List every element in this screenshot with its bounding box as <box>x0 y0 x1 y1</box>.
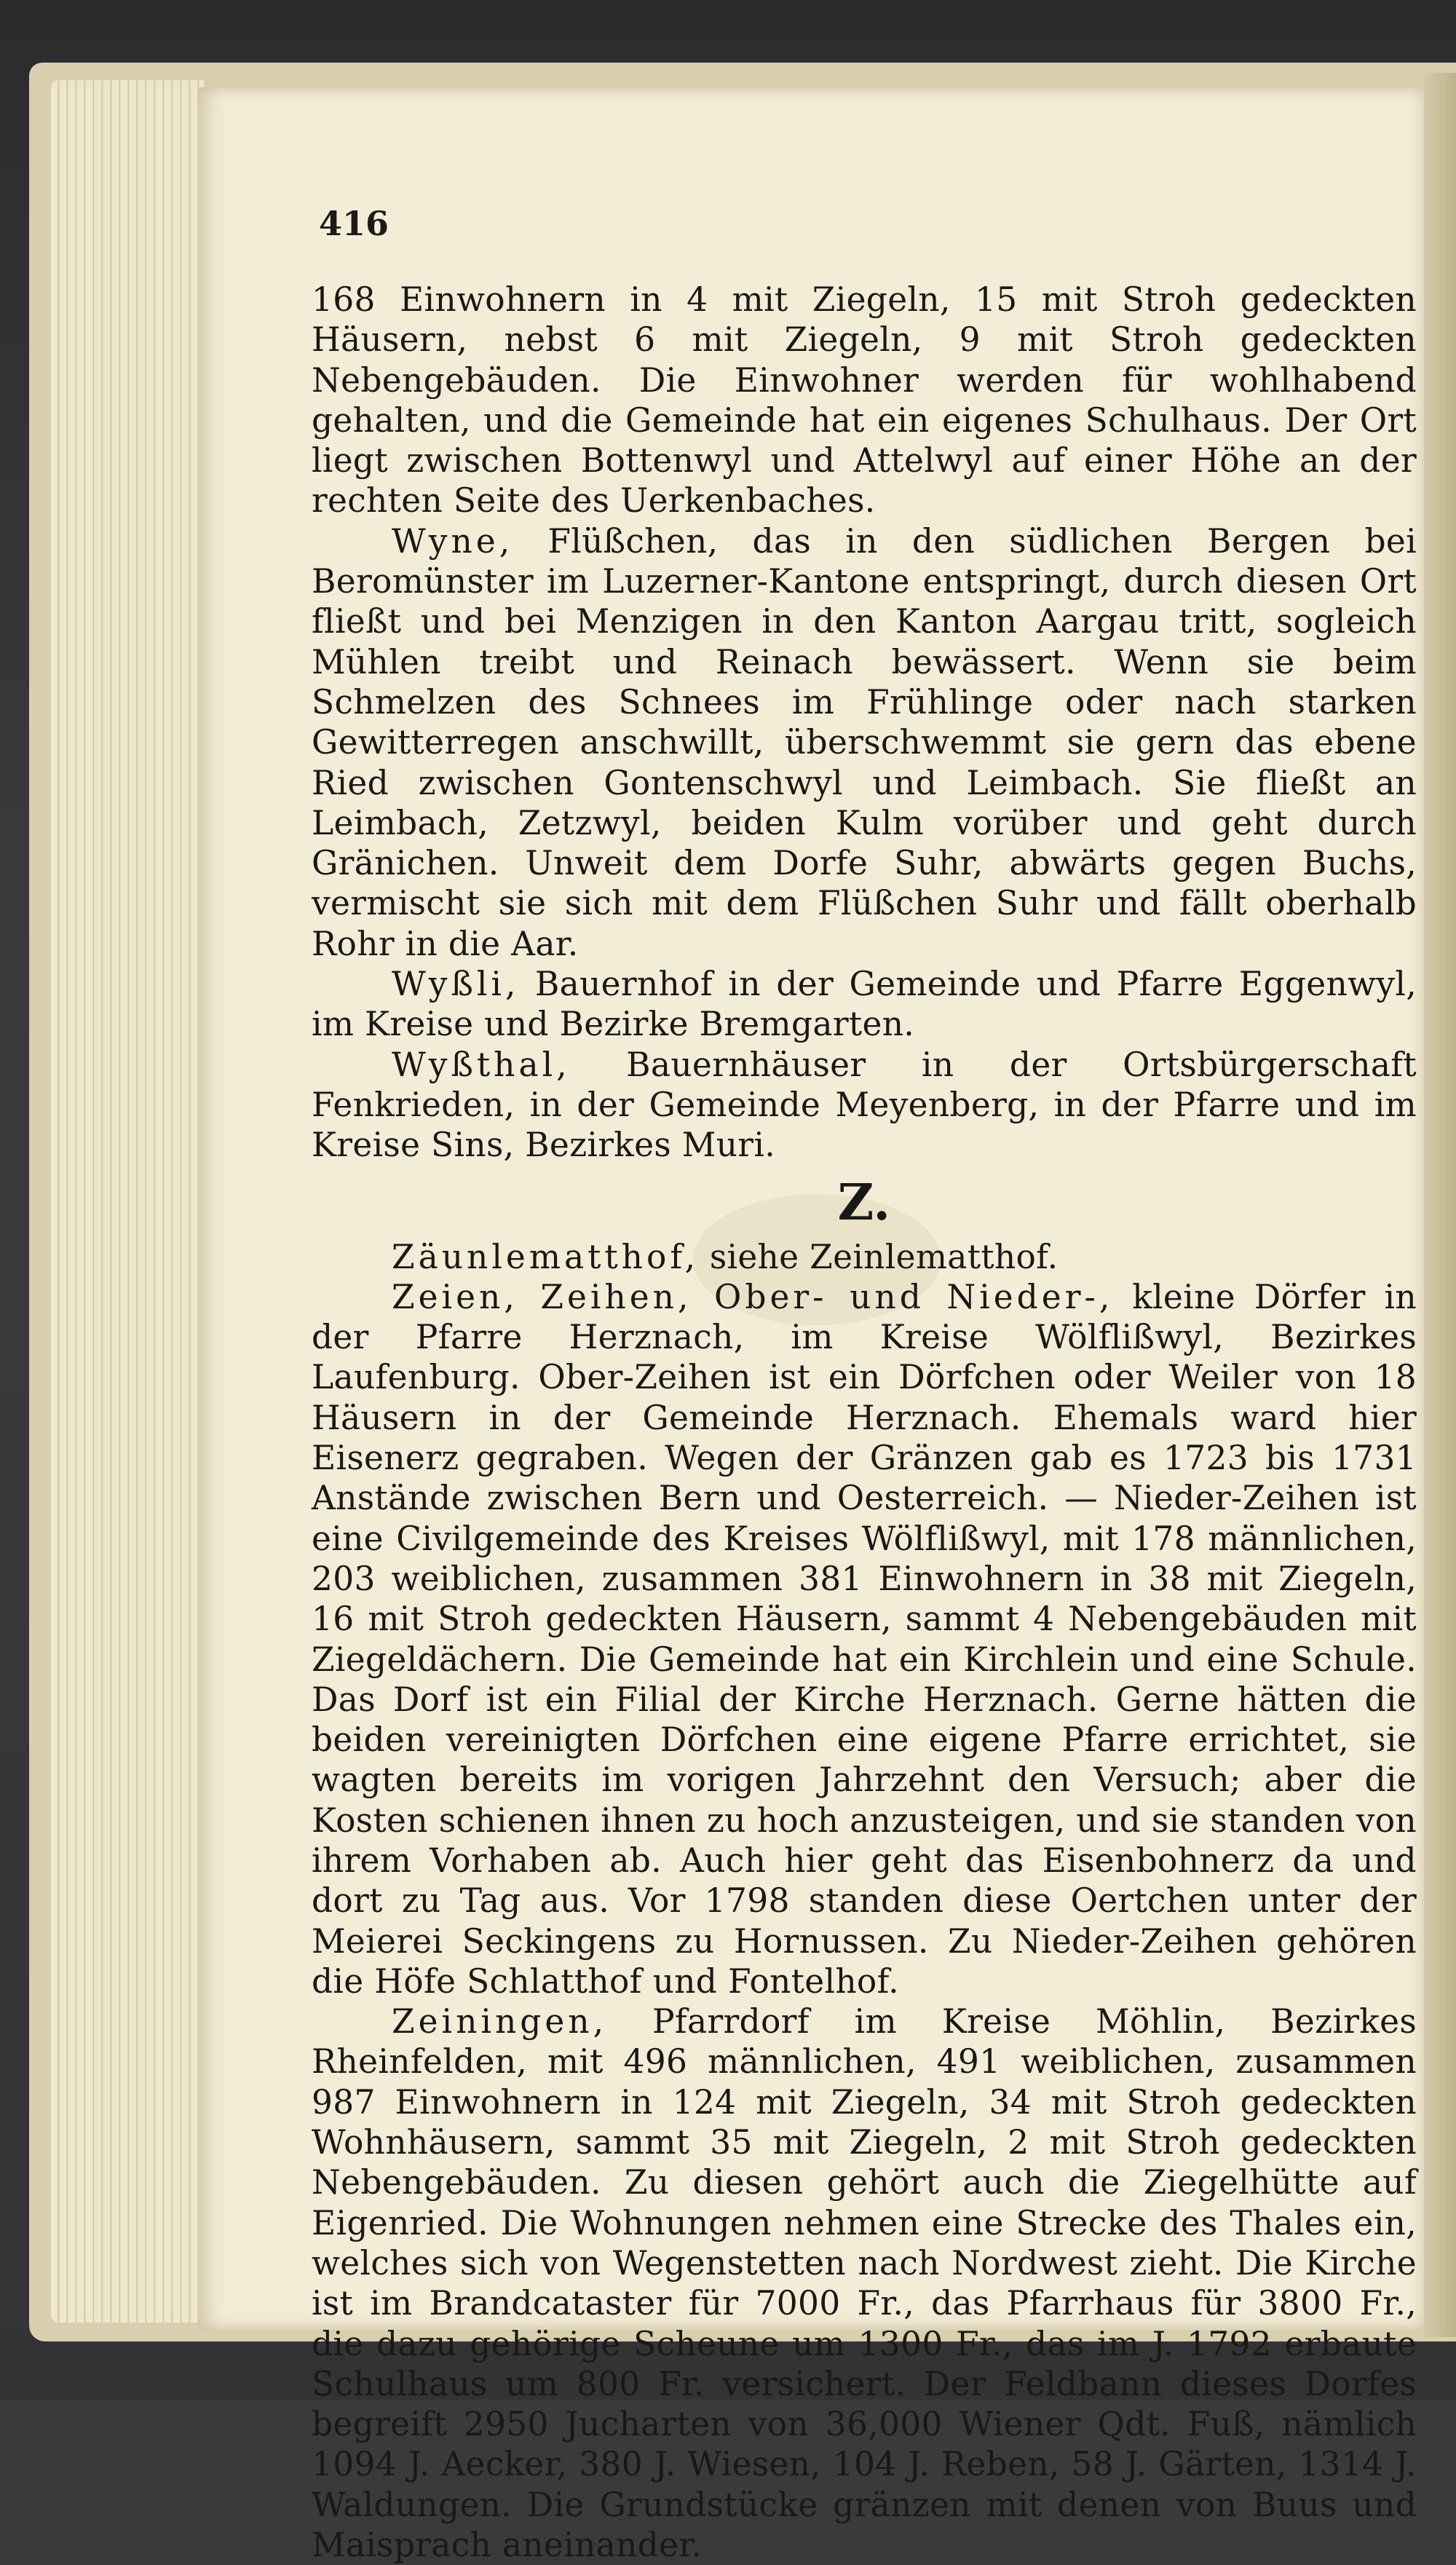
entry-text: Bauernhäuser in der Ortsbürgerschaft Fenkrieden, in der Gemeinde Meyenberg, in der Pfarre und im Kreise Sins, Bezirkes Muri. <box>312 1045 1417 1165</box>
entry-text: kleine Dörfer in der Pfarre Herznach, im Kreise Wölflißwyl, Bezirkes Laufenburg. Ober-Zeihen ist ein Dörfchen oder Weiler von 18 Häusern in der Gemeinde Herznach. Ehemals ward hier Eisenerz gegraben. Wegen der Gränzen gab es 1723 bis 1731 Anstände zwischen Bern und Oesterreich. — Nieder-Zeihen ist eine Civilgemeinde des Kreises Wölflißwyl, mit 178 männlichen, 203 weiblichen, zusammen 381 Einwohnern in 38 mit Ziegeln, 16 mit Stroh gedeckten Häusern, sammt 4 Nebengebäuden mit Ziegeldächern. Die Gemeinde hat ein Kirchlein und eine Schule. Das Dorf ist ein Filial der Kirche Herznach. Gerne hätten die beiden vereinigten Dörfchen eine eigene Pfarre errichtet, sie wagten bereits im vorigen Jahrzehnt den Versuch; aber die Kosten schienen ihnen zu hoch anzusteigen, und sie standen von ihrem Vorhaben ab. Auch hier geht das Eisenbohnerz da und dort zu Tag aus. Vor 1798 standen diese Oertchen unter der Meierei Seckingens zu Hornussen. Zu Nieder-Zeihen gehören die Höfe Schlatthof und Fontelhof. <box>312 1277 1417 2001</box>
page-number: 416 <box>319 204 389 243</box>
entry-lead: Zeien, Zeihen, Ober- und Nieder-, <box>392 1277 1114 1316</box>
page-stack-edges <box>51 80 204 2323</box>
entry-text: Flüßchen, das in den südlichen Bergen bei Beromünster im Luzerner-Kantone entspringt, durch diesen Ort fließt und bei Menzigen in den Kanton Aargau tritt, sogleich Mühlen treibt und Reinach bewässert. Wenn sie beim Schmelzen des Schnees im Frühlinge oder nach starken Gewitterregen anschwillt, überschwemmt sie gern das ebene Ried zwischen Gontenschwyl und Leimbach. Sie fließt an Leimbach, Zetzwyl, beiden Kulm vorüber und geht durch Gränichen. Unweit dem Dorfe Suhr, abwärts gegen Buchs, vermischt sie sich mit dem Flüßchen Suhr und fällt oberhalb Rohr in die Aar. <box>312 521 1417 963</box>
entry-zaeunlematthof <box>312 1237 1417 1277</box>
right-page-edge <box>1424 73 1456 2337</box>
page-text <box>312 280 1417 2565</box>
section-heading-z: Z. <box>837 1173 891 1232</box>
entry-zeiningen <box>312 2001 1417 2565</box>
entry-text: siehe Zeinlematthof. <box>709 1237 1059 1276</box>
entry-wyssthal <box>312 1045 1417 1166</box>
entry-text: Pfarrdorf im Kreise Möhlin, Bezirkes Rheinfelden, mit 496 männlichen, 491 weiblichen, zusammen 987 Einwohnern in 124 mit Ziegeln, 34 mit Stroh gedeckten Wohnhäusern, sammt 35 mit Ziegeln, 2 mit Stroh gedeckten Nebengebäuden. Zu diesen gehört auch die Ziegelhütte auf Eigenried. Die Wohnungen nehmen eine Strecke des Thales ein, welches sich von Wegenstetten nach Nordwest zieht. Die Kirche ist im Brandcataster für 7000 Fr., das Pfarrhaus für 3800 Fr., die dazu gehörige Scheune um 1300 Fr., das im J. 1792 erbaute Schulhaus um 800 Fr. versichert. Der Feldbann dieses Dorfes begreift 2950 Jucharten von 36,000 Wiener Qdt. Fuß, nämlich 1094 J. Aecker, 380 J. Wiesen, 104 J. Reben, 58 J. Gärten, 1314 J. Waldungen. Die Grundstücke gränzen mit denen von Buus und Maisprach aneinander. <box>312 2002 1417 2565</box>
entry-text: Bauernhof in der Gemeinde und Pfarre Eggenwyl, im Kreise und Bezirke Bremgarten. <box>312 965 1417 1044</box>
entry-lead: Zäunlematthof, <box>392 1237 700 1276</box>
entry-continued <box>312 280 1417 521</box>
entry-text: 168 Einwohnern in 4 mit Ziegeln, 15 mit Stroh gedeckten Häusern, nebst 6 mit Ziegeln, 9 mit Stroh gedeckten Nebengebäuden. Die Einwohner werden für wohlhabend gehalten, und die Gemeinde hat ein eigenes Schulhaus. Der Ort liegt zwischen Bottenwyl und Attelwyl auf einer Höhe an der rechten Seite des Uerkenbaches. <box>312 280 1417 521</box>
entry-wyne <box>312 521 1417 964</box>
entry-lead: Wyne, <box>392 521 514 561</box>
entry-lead: Zeiningen, <box>392 2002 608 2042</box>
entry-wyssli <box>312 964 1417 1045</box>
entry-lead: Wyßli, <box>392 965 520 1004</box>
entry-lead: Wyßthal, <box>392 1045 571 1084</box>
entry-zeien <box>312 1277 1417 2001</box>
